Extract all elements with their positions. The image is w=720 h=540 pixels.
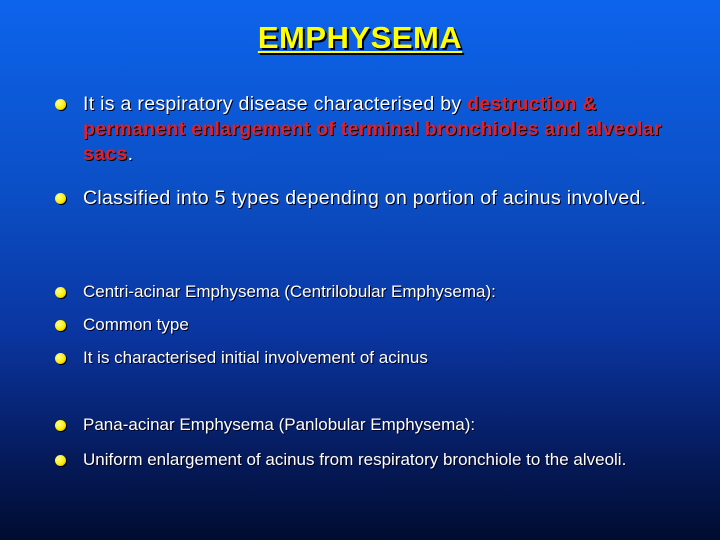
bullet-text: Classified into 5 types depending on portion of acinus involved.: [83, 187, 647, 209]
bullet-text: Common type: [83, 315, 189, 334]
bullet-text: Centri-acinar Emphysema (Centrilobular Emphysema):: [83, 282, 496, 301]
bullet-dot-icon: [55, 353, 66, 364]
slide-title: EMPHYSEMA: [257, 20, 463, 55]
bullet-item-classification: [55, 186, 672, 211]
bullet-item-pana-acinar-heading: [55, 414, 672, 436]
bullet-text: Uniform enlargement of acinus from respiratory bronchiole to the alveoli.: [83, 450, 627, 469]
bullet-item-initial-involvement: [55, 347, 672, 369]
bullet-item-definition: [55, 92, 672, 167]
bullet-text: [83, 92, 672, 167]
bullet-dot-icon: [55, 455, 66, 466]
bullet-item-uniform-enlargement: [55, 449, 672, 471]
bullet-dot-icon: [55, 320, 66, 331]
bullet-text: It is characterised initial involvement of acinus: [83, 348, 428, 367]
bullet-text-tail: .: [127, 143, 134, 165]
bullet-dot-icon: [55, 99, 66, 110]
bullet-dot-icon: [55, 287, 66, 298]
bullet-dot-icon: [55, 420, 66, 431]
bullet-item-common-type: [55, 314, 672, 336]
bullet-text-lead: It is a respiratory disease characterised by: [83, 93, 468, 115]
highlighted-definition: destruction & permanent enlargement of terminal bronchioles and alveolar sacs: [83, 93, 662, 165]
bullet-dot-icon: [55, 193, 66, 204]
bullet-text: Pana-acinar Emphysema (Panlobular Emphysema):: [83, 415, 476, 434]
bullet-item-centri-acinar-heading: [55, 281, 672, 303]
